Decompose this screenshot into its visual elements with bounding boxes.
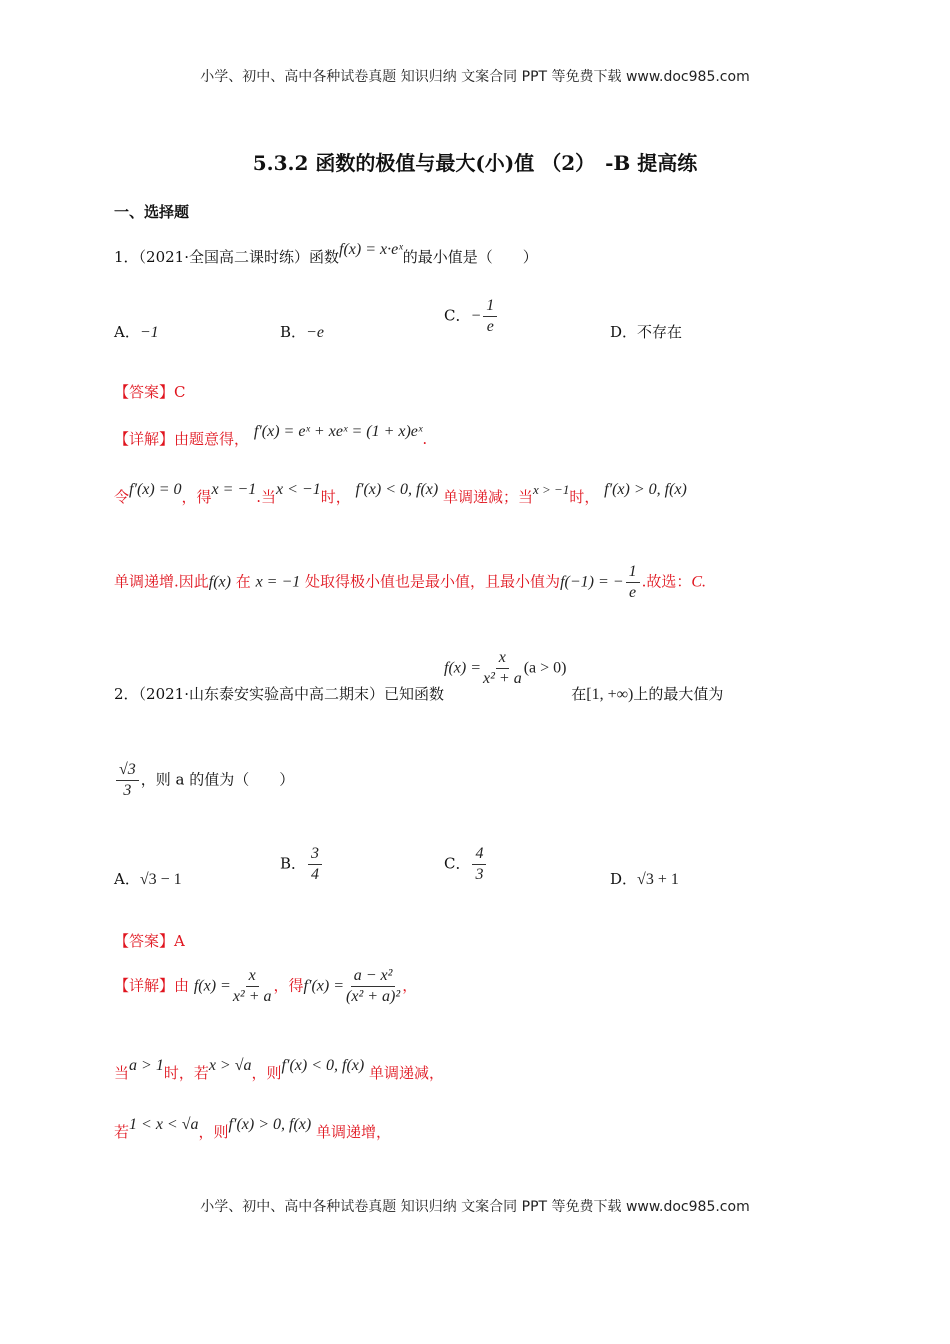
q1-options-2-num: 1: [483, 296, 497, 317]
q2-detail_tag: 【详解】: [114, 976, 175, 995]
q2-line2: ，则 a 的值为（ ）: [140, 770, 295, 789]
q2-option-c: [444, 844, 488, 885]
q2-d2-1: a > 1: [129, 1057, 164, 1074]
q1-option-c: [444, 296, 499, 337]
q1-options-2-sign: −: [470, 307, 482, 325]
q2-answer: [114, 930, 185, 951]
q1-d2-3: x = −1: [211, 481, 257, 498]
q1-d2-8: 单调递减；当: [443, 488, 534, 506]
q2-d2-4: ，则: [251, 1064, 282, 1082]
q2-answer: A: [174, 932, 185, 950]
q2-d3-4: 单调递增，: [316, 1123, 392, 1141]
q1-option-b: [280, 321, 324, 342]
question-1: [114, 241, 538, 267]
q1-options-1-value: −e: [306, 324, 324, 341]
q1-d2-1: f′(x) = 0: [129, 481, 182, 498]
q1-d2-2: ，得: [181, 488, 212, 506]
question-2-cont: [114, 760, 294, 801]
q1-d3-9: C.: [691, 573, 707, 591]
q2-d1-3: x² + a: [232, 988, 272, 1005]
q2-options-3-label: D．: [610, 870, 638, 888]
q2-interval: [1, +∞): [586, 685, 634, 703]
q2-d1-2: x: [246, 966, 259, 987]
q2-options-1-den: 4: [311, 866, 320, 883]
q1-options-2-den: e: [486, 318, 494, 335]
q1-d1_text: 由题意得，: [174, 430, 250, 448]
q2-d2-5: f′(x) < 0, f(x): [281, 1057, 365, 1074]
q1-options-3-value: 不存在: [637, 323, 683, 341]
q2-f_num: x: [496, 648, 509, 669]
q2-d3-2: ，则: [198, 1123, 229, 1141]
q1-d2-9: x > −1: [533, 482, 570, 497]
q1-d3-5: f(−1) = −: [560, 573, 624, 591]
q2-options-0-label: A．: [114, 870, 140, 888]
q1-d3-1: f(x): [208, 573, 231, 591]
q2-d1-1: f(x) =: [193, 977, 231, 995]
q2-d1-6: a − x²: [351, 966, 396, 987]
q2-suffix: 上的最大值为: [633, 684, 724, 703]
q1-d2-4: .当: [256, 488, 277, 506]
q1-option-d: [610, 321, 682, 342]
section-heading: 一、选择题: [114, 203, 190, 221]
q2-d1-8: ，: [402, 976, 418, 995]
q2-d1-0: 由: [174, 976, 190, 995]
q2-options-1-label: B．: [280, 854, 307, 873]
q2-f_cond: (a > 0): [523, 659, 567, 677]
q1-d3-8: .故选：: [641, 572, 692, 591]
q1-d2-11: f′(x) > 0, f(x): [604, 481, 687, 498]
q2-d1-5: f′(x) =: [303, 977, 345, 995]
q1-suffix: 的最小值是（ ）: [402, 248, 538, 266]
q2-d2-0: 当: [114, 1064, 130, 1082]
q2-f_den: x² + a: [483, 670, 522, 687]
q2-d3-0: 若: [114, 1123, 130, 1141]
q1-answer_tag: 【答案】: [114, 383, 175, 401]
doc-title: 5.3.2 函数的极值与最大(小)值 （2） -B 提高练: [252, 151, 698, 175]
q1-d2-6: 时，: [320, 488, 351, 506]
q1-options-1-label: B．: [280, 323, 307, 341]
q2-d1-4: ，得: [273, 976, 304, 995]
q2-val_den: 3: [123, 782, 132, 799]
q2-f_lhs: f(x) =: [444, 659, 481, 677]
q1-options-0-value: −1: [139, 324, 159, 341]
q2-detail-line-2: [114, 1057, 445, 1083]
q2-d2-2: 时，若: [163, 1064, 209, 1082]
q1-options-3-label: D．: [610, 323, 638, 341]
q1-d2-7: f′(x) < 0, f(x): [355, 481, 439, 498]
q2-d3-1: 1 < x < √a: [129, 1116, 199, 1133]
q1-options-0-label: A．: [114, 323, 140, 341]
q1-d2-5: x < −1: [276, 481, 321, 498]
q1-answer: C: [174, 383, 186, 401]
q1-detail-line-3: [114, 562, 706, 603]
q1-d3-6: 1: [626, 562, 640, 583]
q2-mid: 在: [571, 684, 587, 703]
q1-answer: [114, 381, 186, 402]
q2-d3-3: f′(x) > 0, f(x): [228, 1116, 312, 1133]
q1-formula: f(x) = x·eˣ: [339, 241, 403, 258]
q1-d1_math: f′(x) = eˣ + xeˣ = (1 + x)eˣ: [253, 423, 423, 440]
q1-detail-line-1: 【详解】由题意得， f′(x) = eˣ + xeˣ = (1 + x)eˣ.: [114, 423, 428, 448]
q2-d1-7: (x² + a)²: [346, 988, 401, 1005]
q1-options-2-label: C．: [444, 306, 471, 325]
question-2: [114, 648, 724, 703]
q1-d3-4: 处取得极小值也是最小值，且最小值为: [305, 572, 561, 591]
page-header: 小学、初中、高中各种试卷真题 知识归纳 文案合同 PPT 等免费下载 www.doc985.com: [200, 69, 750, 85]
q2-options-2-den: 3: [475, 866, 484, 883]
q2-options-1-num: 3: [308, 844, 322, 865]
q2-options-2-num: 4: [472, 844, 486, 865]
page-footer: 小学、初中、高中各种试卷真题 知识归纳 文案合同 PPT 等免费下载 www.doc985.com: [200, 1199, 750, 1215]
q2-d2-3: x > √a: [208, 1057, 252, 1074]
q2-d2-6: 单调递减，: [369, 1064, 445, 1082]
q1-prefix: 1．（2021·全国高二课时练）函数: [114, 248, 339, 266]
q1-d3-0: 单调递增.因此: [114, 572, 209, 591]
q1-d3-3: x = −1: [255, 573, 301, 591]
q2-detail-line-3: [114, 1116, 392, 1142]
q1-d2-10: 时，: [569, 488, 600, 506]
q1-d3-7: e: [629, 584, 637, 601]
q2-detail-line-1: [114, 966, 417, 1007]
q1-d3-2: 在: [235, 572, 251, 591]
q2-option-d: [610, 868, 679, 889]
q1-detail-line-2: [114, 481, 687, 507]
q2-options-3-value: √3 + 1: [637, 871, 679, 888]
q2-options-2-label: C．: [444, 854, 471, 873]
q1-detail_tag: 【详解】: [114, 430, 175, 448]
q2-options-0-value: √3 − 1: [139, 871, 182, 888]
q2-option-a: [114, 868, 182, 889]
q1-option-a: [114, 321, 159, 342]
q2-answer_tag: 【答案】: [114, 932, 175, 950]
q2-prefix: 2．（2021·山东泰安实验高中高二期末）已知函数: [114, 684, 444, 703]
q1-d2-0: 令: [114, 488, 130, 506]
q2-val_num: √3: [116, 760, 139, 781]
q2-option-b: [280, 844, 324, 885]
